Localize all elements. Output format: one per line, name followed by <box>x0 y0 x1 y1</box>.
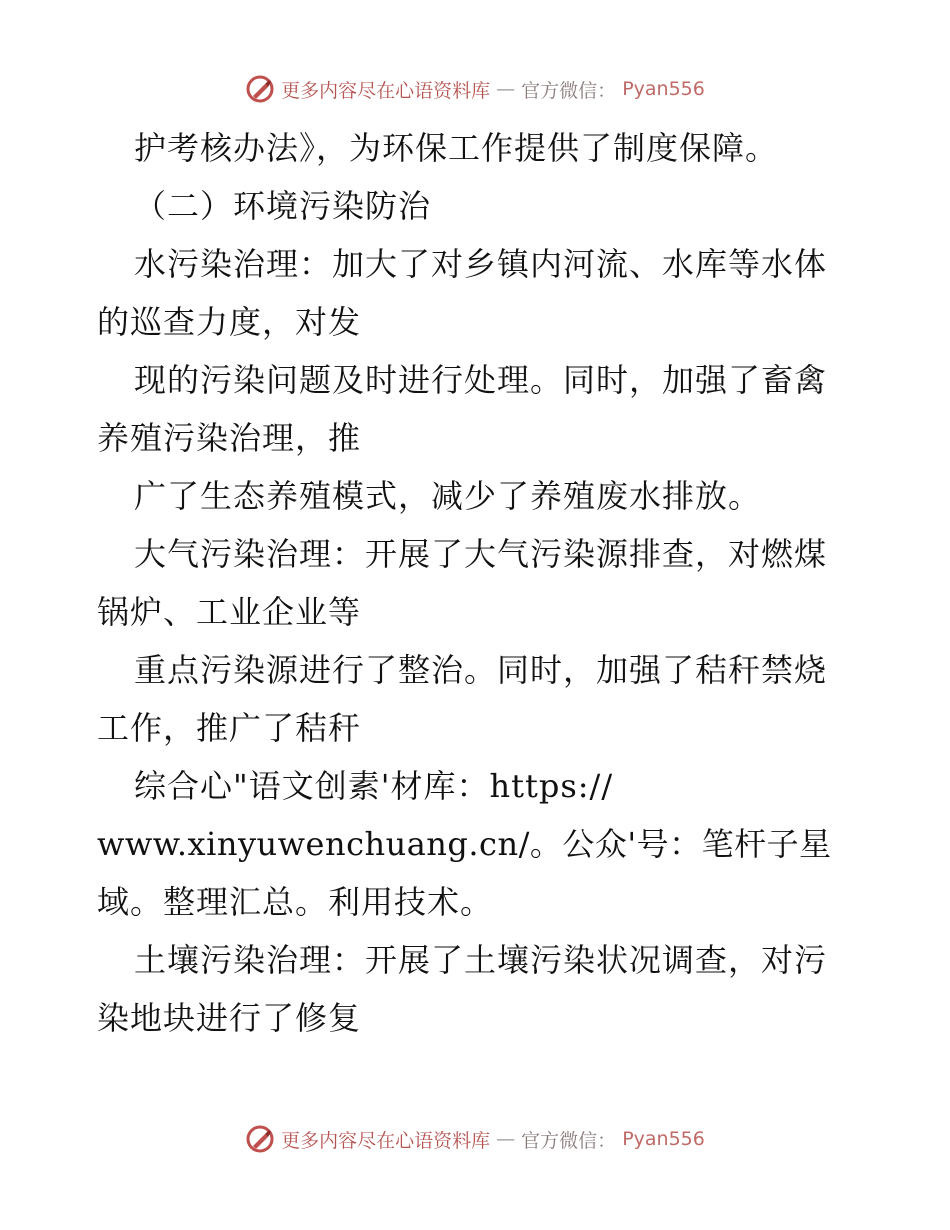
banner-wechat-id: Pyan556 <box>622 78 705 100</box>
banner-wechat-id: Pyan556 <box>622 1128 705 1150</box>
body-line: 锅炉、工业企业等 <box>97 593 362 631</box>
pen-logo-icon <box>245 1124 275 1154</box>
body-line: 重点污染源进行了整治。同时，加强了秸秆禁烧 <box>134 651 828 689</box>
body-line: 染地块进行了修复 <box>97 999 362 1037</box>
body-line: 工作，推广了秸秆 <box>97 709 362 747</box>
body-line: 现的污染问题及时进行处理。同时，加强了畜禽 <box>134 361 828 399</box>
body-line: www.xinyuwenchuang.cn/。公众'号：笔杆子星 <box>97 825 832 863</box>
body-line: 土壤污染治理：开展了土壤污染状况调查，对污 <box>134 941 828 979</box>
body-line: 水污染治理：加大了对乡镇内河流、水库等水体 <box>134 245 828 283</box>
banner-separator: — <box>496 1128 516 1150</box>
body-line: 的巡查力度，对发 <box>97 303 362 341</box>
body-line: 养殖污染治理，推 <box>97 419 362 457</box>
body-line: 护考核办法》，为环保工作提供了制度保障。 <box>134 129 779 167</box>
body-line: 域。整理汇总。利用技术。 <box>97 883 494 921</box>
footer-watermark-banner <box>0 1124 950 1154</box>
banner-main-text: 更多内容尽在心语资料库 <box>281 1129 491 1152</box>
body-line: 广了生态养殖模式，减少了养殖废水排放。 <box>134 477 762 515</box>
pen-logo-icon <box>245 74 275 104</box>
header-watermark-banner <box>0 74 950 104</box>
banner-separator: — <box>496 78 516 100</box>
body-line: 综合心"语文创素'材库：https:// <box>134 767 614 805</box>
banner-main-text: 更多内容尽在心语资料库 <box>281 79 491 102</box>
body-line: 大气污染治理：开展了大气污染源排查，对燃煤 <box>134 535 828 573</box>
banner-wechat-label: 官方微信： <box>521 1129 617 1152</box>
section-heading: （二）环境污染防治 <box>134 187 432 225</box>
banner-wechat-label: 官方微信： <box>521 79 617 102</box>
